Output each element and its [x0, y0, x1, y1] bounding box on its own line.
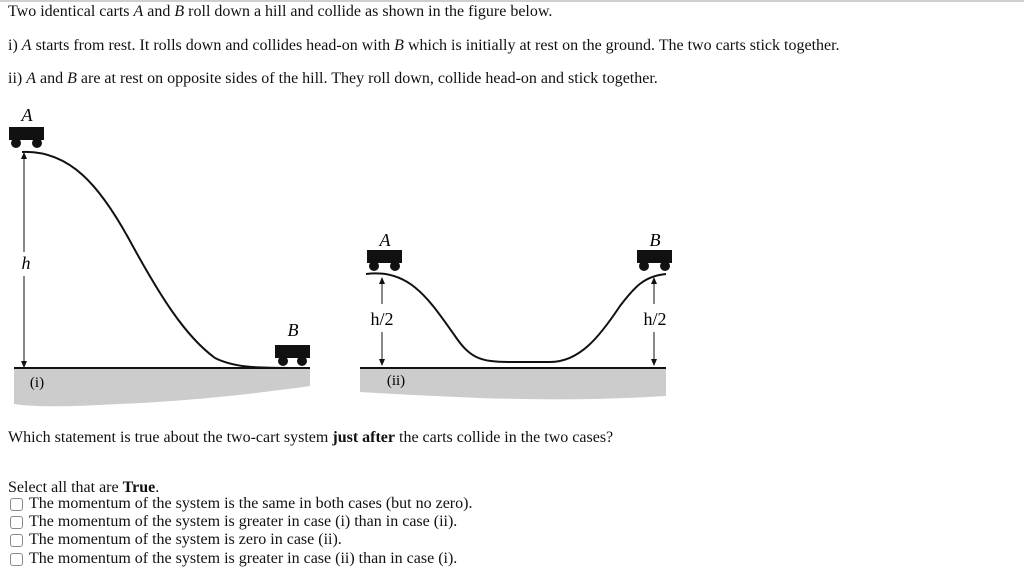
question-text-1: Which statement is true about the two-cart system [8, 429, 333, 446]
arrow-down-icon [21, 361, 27, 368]
option-label: The momentum of the system is zero in case (ii). [29, 531, 342, 548]
cart-a-ii [367, 250, 402, 271]
case1-cart-b: B [394, 37, 404, 54]
top-divider [0, 0, 1024, 2]
figure-panel-ii [360, 230, 674, 399]
case2-cart-a: A [26, 70, 36, 87]
cart-wheel-icon [660, 261, 670, 271]
cart-a-label-ii: A [379, 230, 391, 250]
height-label-left-ii: h/2 [370, 309, 394, 329]
cart-wheel-icon [297, 356, 307, 366]
cart-b-i [275, 345, 310, 366]
problem-intro [8, 3, 552, 21]
case-two-description [8, 70, 658, 88]
arrow-down-icon [379, 359, 385, 366]
cart-b-label-ii: B [649, 230, 661, 250]
option-checkbox[interactable] [10, 534, 23, 547]
question-text [8, 429, 613, 447]
cart-body-icon [367, 250, 402, 263]
question-bold-text: just after [332, 429, 395, 446]
arrow-up-icon [379, 277, 385, 284]
valley-curve-ii [366, 273, 666, 362]
figure-panel-i [9, 105, 310, 406]
arrow-down-icon [651, 359, 657, 366]
height-label-right-ii: h/2 [643, 309, 667, 329]
cart-body-icon [637, 250, 672, 263]
case-one-description [8, 37, 840, 55]
case2-text-2: are at rest on opposite sides of the hill. They roll down, collide head-on and stick together. [76, 70, 658, 87]
intro-cart-a: A [133, 3, 144, 20]
case-label-ii: (ii) [386, 373, 406, 389]
case2-prefix: ii) [8, 70, 27, 87]
cart-body-icon [9, 127, 44, 140]
case1-prefix: i) [8, 37, 22, 54]
case2-text-1: and [36, 70, 68, 87]
option-label: The momentum of the system is the same in both cases (but no zero). [29, 495, 473, 512]
intro-text-1: Two identical carts [8, 3, 134, 20]
ground-shape-i [14, 368, 310, 406]
case-label-i: (i) [29, 375, 45, 391]
cart-wheel-icon [369, 261, 379, 271]
intro-cart-b: B [174, 3, 185, 20]
case2-cart-b: B [67, 70, 77, 87]
cart-a-i [9, 127, 44, 148]
cart-b-label-i: B [287, 320, 299, 340]
cart-wheel-icon [390, 261, 400, 271]
cart-a-label-i: A [21, 105, 33, 125]
instruction-bold-text: True [122, 479, 156, 496]
ground-shape-ii [360, 368, 666, 399]
option-row[interactable] [10, 550, 457, 568]
option-checkbox[interactable] [10, 516, 23, 529]
case1-cart-a: A [21, 37, 32, 54]
height-label-h: h [21, 253, 31, 273]
option-label: The momentum of the system is greater in case (i) than in case (ii). [29, 513, 458, 530]
instruction-text-2: . [155, 479, 160, 496]
hill-curve-i [22, 152, 310, 368]
carts-figure [0, 96, 700, 416]
case1-text-1: starts from rest. It rolls down and collides head-on with [31, 37, 395, 54]
option-row[interactable] [10, 495, 472, 513]
case1-text-2: which is initially at rest on the ground. The two carts stick together. [403, 37, 840, 54]
option-row[interactable] [10, 531, 342, 549]
option-row[interactable] [10, 513, 457, 531]
option-checkbox[interactable] [10, 498, 23, 511]
cart-wheel-icon [11, 138, 21, 148]
instruction-text-1: Select all that are [8, 479, 123, 496]
option-label: The momentum of the system is greater in case (ii) than in case (i). [29, 550, 458, 567]
arrow-up-icon [21, 152, 27, 159]
intro-text-3: roll down a hill and collide as shown in the figure below. [184, 3, 553, 20]
cart-b-ii [637, 250, 672, 271]
cart-body-icon [275, 345, 310, 358]
question-text-2: the carts collide in the two cases? [395, 429, 614, 446]
cart-wheel-icon [32, 138, 42, 148]
option-checkbox[interactable] [10, 553, 23, 566]
cart-wheel-icon [639, 261, 649, 271]
intro-text-2: and [143, 3, 175, 20]
cart-wheel-icon [278, 356, 288, 366]
